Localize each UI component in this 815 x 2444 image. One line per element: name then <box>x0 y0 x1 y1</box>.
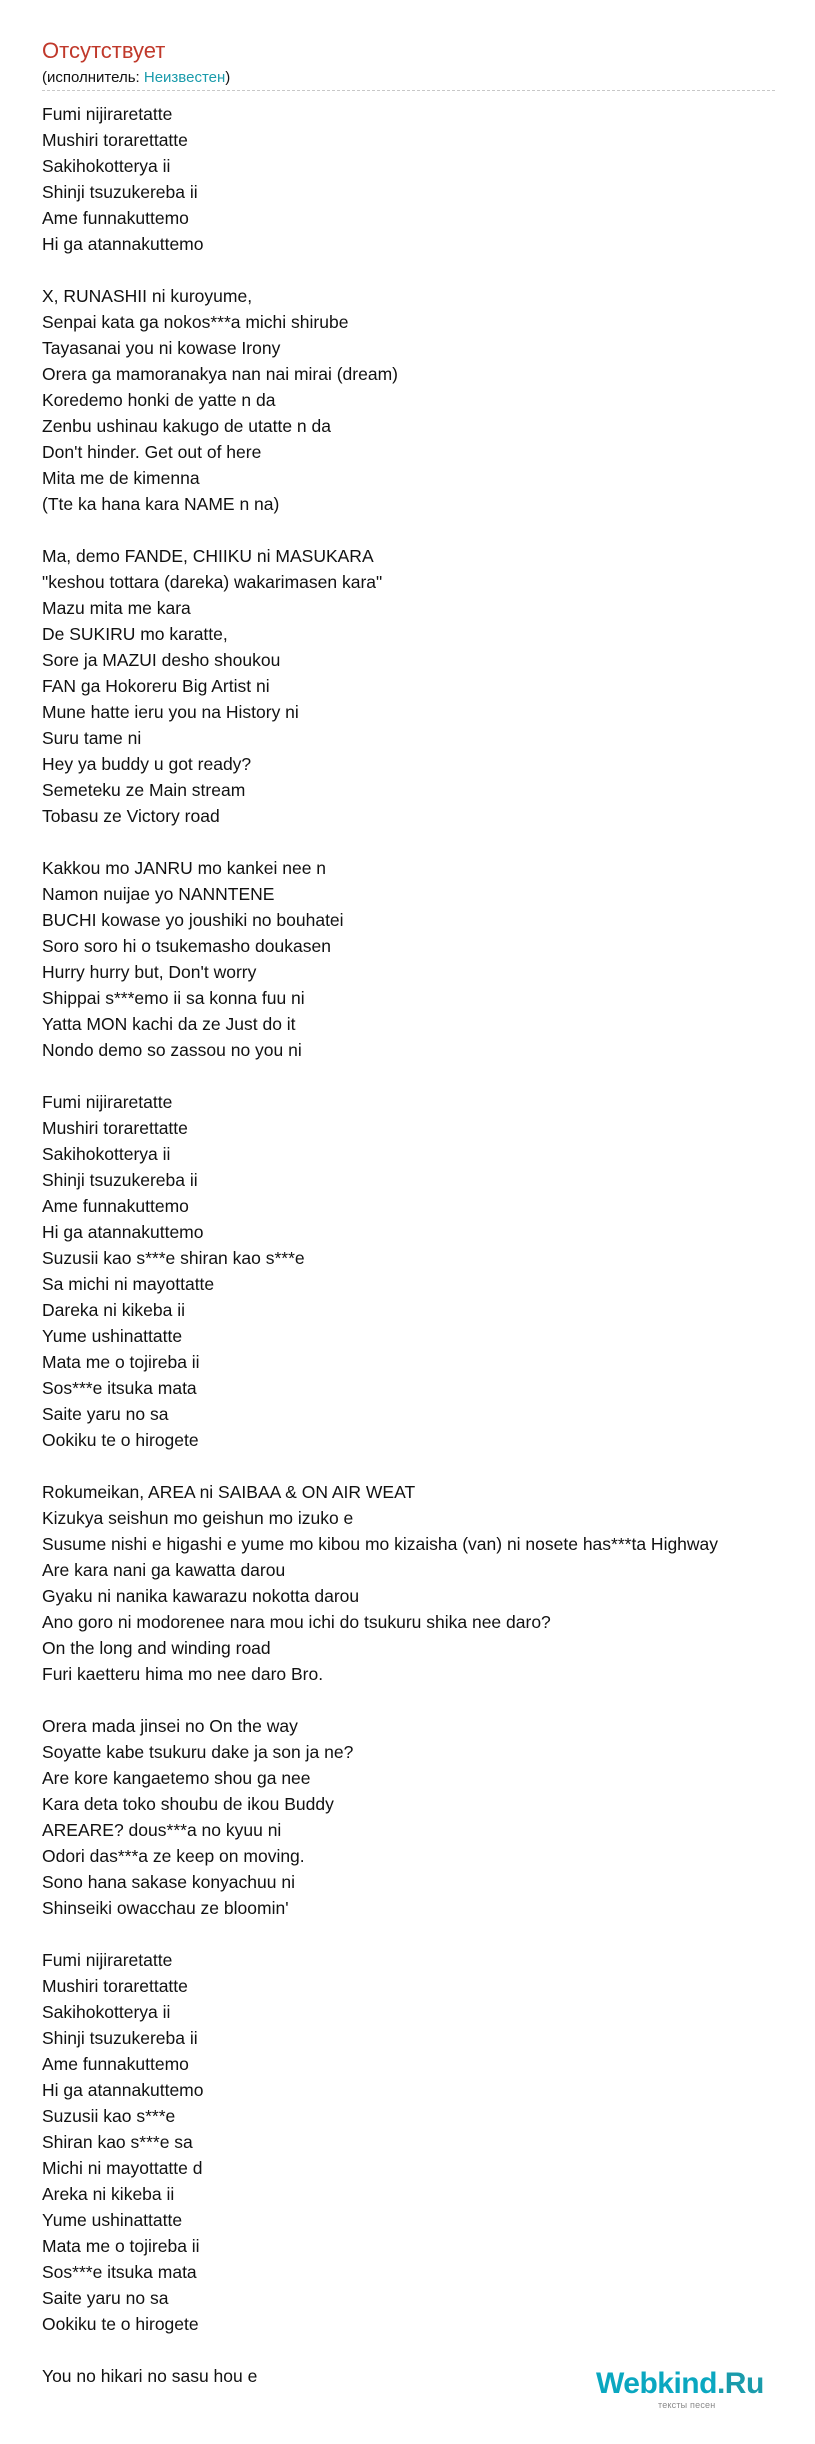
lyrics-line: Kara deta toko shoubu de ikou Buddy <box>42 1794 334 1814</box>
lyrics-line: Gyaku ni nanika kawarazu nokotta darou <box>42 1586 360 1606</box>
lyrics-line: Hi ga atannakuttemo <box>42 2080 204 2100</box>
lyrics-blank-line <box>42 2337 777 2363</box>
lyrics-line: Yume ushinattatte <box>42 2210 183 2230</box>
lyrics-blank-line <box>42 257 777 283</box>
lyrics-line: Namon nuijae yo NANNTENE <box>42 884 275 904</box>
artist-line <box>42 69 777 87</box>
lyrics-line: Mazu mita me kara <box>42 598 191 618</box>
lyrics-line: Fumi nijiraretatte <box>42 1950 173 1970</box>
lyrics-line: AREARE? dous***a no kyuu ni <box>42 1820 282 1840</box>
lyrics-line: Shinji tsuzukereba ii <box>42 182 198 202</box>
lyrics-line: Semeteku ze Main stream <box>42 780 246 800</box>
lyrics-line: Ame funnakuttemo <box>42 2054 189 2074</box>
lyrics-line: Dareka ni kikeba ii <box>42 1300 185 1320</box>
lyrics-line: Rokumeikan, AREA ni SAIBAA & ON AIR WEAT <box>42 1482 416 1502</box>
lyrics-line: Suzusii kao s***e <box>42 2106 176 2126</box>
lyrics-line: Senpai kata ga nokos***a michi shirube <box>42 312 349 332</box>
lyrics-blank-line <box>42 1453 777 1479</box>
lyrics-line: (Tte ka hana kara NAME n na) <box>42 494 280 514</box>
lyrics-line: De SUKIRU mo karatte, <box>42 624 228 644</box>
lyrics-line: Hi ga atannakuttemo <box>42 234 204 254</box>
lyrics-line: Yatta MON kachi da ze Just do it <box>42 1014 296 1034</box>
lyrics-line: Sono hana sakase konyachuu ni <box>42 1872 295 1892</box>
lyrics-line: Sakihokotterya ii <box>42 1144 171 1164</box>
lyrics-line: Suru tame ni <box>42 728 142 748</box>
logo-brand: Webkind <box>596 2367 717 2400</box>
lyrics-line: Kizukya seishun mo geishun mo izuko e <box>42 1508 354 1528</box>
lyrics-line: Sos***e itsuka mata <box>42 2262 197 2282</box>
lyrics-line: On the long and winding road <box>42 1638 271 1658</box>
lyrics-line: Ma, demo FANDE, CHIIKU ni MASUKARA <box>42 546 374 566</box>
artist-suffix: ) <box>225 69 231 86</box>
song-title: Отсутствует <box>42 38 166 63</box>
lyrics-line: Mita me de kimenna <box>42 468 200 488</box>
lyrics-line: You no hikari no sasu hou e <box>42 2366 258 2386</box>
lyrics-line: Shippai s***emo ii sa konna fuu ni <box>42 988 305 1008</box>
lyrics-line: Mushiri torarettatte <box>42 1976 188 1996</box>
lyrics-line: Orera ga mamoranakya nan nai mirai (dream) <box>42 364 398 384</box>
artist-link[interactable]: Неизвестен <box>143 69 226 86</box>
lyrics-line: Areka ni kikeba ii <box>42 2184 175 2204</box>
lyrics-line: Sa michi ni mayottatte <box>42 1274 215 1294</box>
lyrics-line: Yume ushinattatte <box>42 1326 183 1346</box>
lyrics-line: Ookiku te o hirogete <box>42 1430 199 1450</box>
lyrics-line: Shiran kao s***e sa <box>42 2132 193 2152</box>
lyrics-line: Orera mada jinsei no On the way <box>42 1716 298 1736</box>
lyrics-line: Furi kaetteru hima mo nee daro Bro. <box>42 1664 324 1684</box>
lyrics-line: Fumi nijiraretatte <box>42 1092 173 1112</box>
lyrics-blank-line <box>42 517 777 543</box>
lyrics-line: Ano goro ni modorenee nara mou ichi do tsukuru shika nee daro? <box>42 1612 551 1632</box>
lyrics-line: Soyatte kabe tsukuru dake ja son ja ne? <box>42 1742 354 1762</box>
lyrics-line: Susume nishi e higashi e yume mo kibou mo kizaisha (van) ni nosete has***ta Highway <box>42 1534 719 1554</box>
lyrics-line: Sakihokotterya ii <box>42 156 171 176</box>
lyrics-line: Nondo demo so zassou no you ni <box>42 1040 302 1060</box>
lyrics-line: Odori das***a ze keep on moving. <box>42 1846 305 1866</box>
lyrics-line: Mata me o tojireba ii <box>42 2236 200 2256</box>
lyrics-line: Saite yaru no sa <box>42 2288 169 2308</box>
lyrics-line: Fumi nijiraretatte <box>42 104 173 124</box>
logo-wordmark <box>596 2367 764 2401</box>
lyrics-text <box>42 101 777 2389</box>
lyrics-line: Don't hinder. Get out of here <box>42 442 262 462</box>
lyrics-line: BUCHI kowase yo joushiki no bouhatei <box>42 910 344 930</box>
lyrics-line: Are kara nani ga kawatta darou <box>42 1560 286 1580</box>
site-logo[interactable] <box>596 2367 786 2411</box>
lyrics-line: "keshou tottara (dareka) wakarimasen kara" <box>42 572 383 592</box>
lyrics-line: Ame funnakuttemo <box>42 208 189 228</box>
lyrics-page <box>42 38 777 2389</box>
lyrics-line: Suzusii kao s***e shiran kao s***e <box>42 1248 305 1268</box>
lyrics-line: Kakkou mo JANRU mo kankei nee n <box>42 858 327 878</box>
lyrics-line: FAN ga Hokoreru Big Artist ni <box>42 676 270 696</box>
divider <box>42 90 775 91</box>
lyrics-line: Sore ja MAZUI desho shoukou <box>42 650 281 670</box>
lyrics-line: Ame funnakuttemo <box>42 1196 189 1216</box>
logo-tagline: тексты песен <box>658 2400 716 2410</box>
lyrics-line: Hey ya buddy u got ready? <box>42 754 252 774</box>
artist-prefix: (исполнитель: <box>42 69 144 86</box>
lyrics-blank-line <box>42 1063 777 1089</box>
lyrics-line: Shinji tsuzukereba ii <box>42 1170 198 1190</box>
lyrics-line: Are kore kangaetemo shou ga nee <box>42 1768 311 1788</box>
lyrics-blank-line <box>42 1921 777 1947</box>
lyrics-line: Mune hatte ieru you na History ni <box>42 702 299 722</box>
lyrics-line: Koredemo honki de yatte n da <box>42 390 276 410</box>
lyrics-line: Mata me o tojireba ii <box>42 1352 200 1372</box>
lyrics-blank-line <box>42 829 777 855</box>
lyrics-line: Tayasanai you ni kowase Irony <box>42 338 281 358</box>
lyrics-line: Soro soro hi o tsukemasho doukasen <box>42 936 331 956</box>
lyrics-blank-line <box>42 1687 777 1713</box>
lyrics-line: Hurry hurry but, Don't worry <box>42 962 257 982</box>
logo-tld: .Ru <box>716 2367 764 2400</box>
lyrics-line: Shinji tsuzukereba ii <box>42 2028 198 2048</box>
lyrics-line: Ookiku te o hirogete <box>42 2314 199 2334</box>
lyrics-line: Sakihokotterya ii <box>42 2002 171 2022</box>
lyrics-line: Zenbu ushinau kakugo de utatte n da <box>42 416 331 436</box>
lyrics-line: X, RUNASHII ni kuroyume, <box>42 286 253 306</box>
lyrics-line: Mushiri torarettatte <box>42 130 188 150</box>
lyrics-line: Sos***e itsuka mata <box>42 1378 197 1398</box>
lyrics-line: Shinseiki owacchau ze bloomin' <box>42 1898 289 1918</box>
lyrics-line: Michi ni mayottatte d <box>42 2158 203 2178</box>
lyrics-line: Tobasu ze Victory road <box>42 806 220 826</box>
lyrics-line: Mushiri torarettatte <box>42 1118 188 1138</box>
lyrics-line: Saite yaru no sa <box>42 1404 169 1424</box>
lyrics-line: Hi ga atannakuttemo <box>42 1222 204 1242</box>
